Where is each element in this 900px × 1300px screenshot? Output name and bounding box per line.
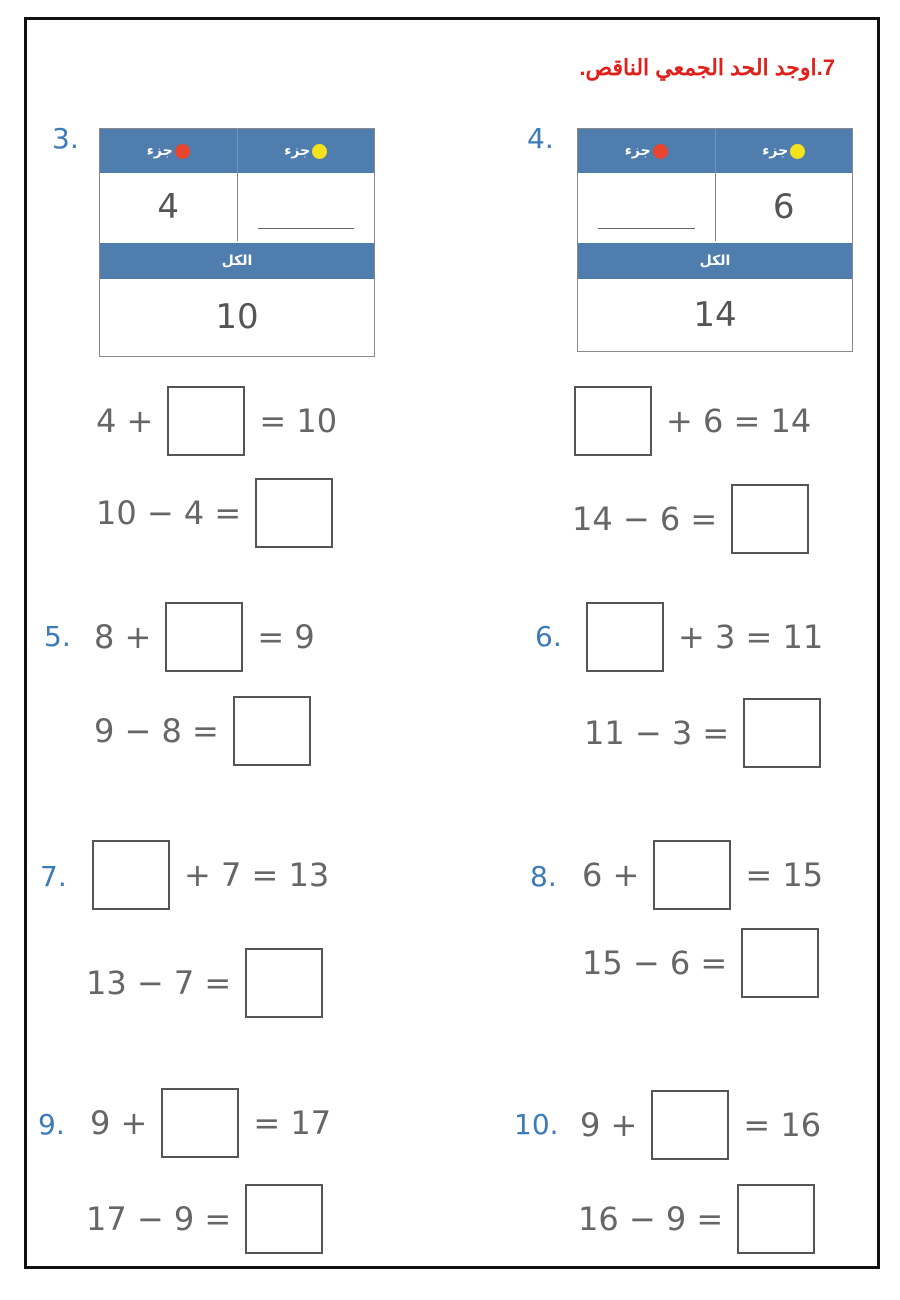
problem-number-9: 9. [38, 1108, 65, 1141]
equation-3-addition [96, 386, 337, 456]
sum: 14 [770, 402, 812, 440]
minuend: 10 [96, 494, 137, 532]
parts-row [578, 173, 852, 241]
problem-number-5: 5. [44, 620, 71, 653]
minuend: 9 [94, 712, 115, 750]
minus-sign: − [628, 1200, 656, 1238]
parts-header [100, 129, 374, 173]
answer-box[interactable] [653, 840, 731, 910]
red-dot-icon [653, 144, 668, 159]
sum: 9 [294, 618, 315, 656]
addend: 9 [90, 1104, 111, 1142]
sum: 13 [288, 856, 330, 894]
answer-box[interactable] [737, 1184, 815, 1254]
subtrahend: 3 [671, 714, 693, 752]
addend: 8 [94, 618, 115, 656]
part-left-blank[interactable] [578, 173, 716, 241]
whole-value: 10 [215, 297, 259, 337]
addend: 4 [96, 402, 117, 440]
part-header-yellow [238, 129, 375, 173]
equation-10-addition [580, 1090, 821, 1160]
equation-7-subtraction [86, 948, 337, 1018]
subtrahend: 9 [665, 1200, 687, 1238]
plus-sign: + [124, 618, 152, 656]
plus-sign: + [612, 856, 640, 894]
part-whole-table-4 [577, 128, 853, 352]
equals-sign: = [745, 856, 773, 894]
part-label: جزء [624, 143, 651, 159]
yellow-dot-icon [790, 144, 805, 159]
problem-number-3: 3. [52, 122, 79, 155]
problem-number-10: 10. [514, 1108, 559, 1141]
answer-box[interactable] [255, 478, 333, 548]
equals-sign: = [700, 944, 728, 982]
equals-sign: = [702, 714, 730, 752]
subtrahend: 9 [173, 1200, 195, 1238]
answer-box[interactable] [233, 696, 311, 766]
minus-sign: − [634, 714, 662, 752]
answer-box[interactable] [743, 698, 821, 768]
answer-box[interactable] [245, 1184, 323, 1254]
part-header-red [578, 129, 716, 173]
equation-10-subtraction [578, 1184, 829, 1254]
minuend: 13 [86, 964, 127, 1002]
plus-sign: + [666, 402, 693, 440]
equation-5-subtraction [94, 696, 325, 766]
part-label: جزء [762, 143, 789, 159]
equals-sign: = [733, 402, 761, 440]
part-label: جزء [146, 143, 173, 159]
answer-box[interactable] [741, 928, 819, 998]
problem-number-6: 6. [535, 620, 562, 653]
equals-sign: = [192, 712, 219, 750]
parts-header [578, 129, 852, 173]
plus-sign: + [184, 856, 211, 894]
answer-box[interactable] [167, 386, 245, 456]
sum: 11 [782, 618, 824, 656]
sum: 16 [780, 1106, 822, 1144]
equals-sign: = [204, 964, 232, 1002]
equals-sign: = [214, 494, 242, 532]
subtrahend: 8 [161, 712, 182, 750]
whole-header: الكل [578, 243, 852, 279]
addend: 7 [220, 856, 242, 894]
equation-8-addition [582, 840, 823, 910]
minus-sign: − [136, 1200, 164, 1238]
minus-sign: − [146, 494, 174, 532]
subtrahend: 7 [173, 964, 195, 1002]
equation-9-subtraction [86, 1184, 337, 1254]
addend: 3 [714, 618, 736, 656]
equation-9-addition [90, 1088, 331, 1158]
answer-box[interactable] [651, 1090, 729, 1160]
sum: 15 [782, 856, 824, 894]
equals-sign: = [251, 856, 279, 894]
answer-box[interactable] [92, 840, 170, 910]
answer-box[interactable] [586, 602, 664, 672]
equation-4-addition [560, 386, 811, 456]
equals-sign: = [257, 618, 285, 656]
equals-sign: = [204, 1200, 232, 1238]
equation-4-subtraction [572, 484, 823, 554]
answer-box[interactable] [731, 484, 809, 554]
subtrahend: 4 [183, 494, 205, 532]
addend: 6 [582, 856, 603, 894]
answer-line [598, 228, 695, 229]
addend: 6 [702, 402, 724, 440]
sum: 10 [296, 402, 338, 440]
equals-sign: = [743, 1106, 771, 1144]
minuend: 15 [582, 944, 623, 982]
equation-7-addition [78, 840, 329, 910]
answer-box[interactable] [245, 948, 323, 1018]
sum: 17 [290, 1104, 332, 1142]
worksheet-title: 7.اوجد الحد الجمعي الناقص. [579, 55, 835, 80]
plus-sign: + [610, 1106, 638, 1144]
equals-sign: = [259, 402, 287, 440]
part-header-yellow [716, 129, 853, 173]
subtrahend: 6 [669, 944, 691, 982]
part-whole-table-3 [99, 128, 375, 357]
minuend: 11 [584, 714, 625, 752]
plus-sign: + [678, 618, 705, 656]
answer-box[interactable] [165, 602, 243, 672]
minuend: 14 [572, 500, 613, 538]
answer-box[interactable] [161, 1088, 239, 1158]
parts-row [100, 173, 374, 241]
part-label: جزء [284, 143, 311, 159]
minus-sign: − [622, 500, 650, 538]
equals-sign: = [696, 1200, 724, 1238]
equation-6-addition [572, 602, 823, 672]
whole-header: الكل [100, 243, 374, 279]
minus-sign: − [124, 712, 152, 750]
problem-number-8: 8. [530, 860, 557, 893]
addend: 9 [580, 1106, 601, 1144]
part-right-blank[interactable] [238, 173, 375, 241]
red-dot-icon [175, 144, 190, 159]
minus-sign: − [632, 944, 660, 982]
answer-line [258, 228, 355, 229]
equation-8-subtraction [582, 928, 833, 998]
minus-sign: − [136, 964, 164, 1002]
problem-number-4: 4. [527, 122, 554, 155]
whole-value: 14 [693, 295, 737, 335]
equals-sign: = [253, 1104, 281, 1142]
answer-box[interactable] [574, 386, 652, 456]
minuend: 17 [86, 1200, 127, 1238]
equation-5-addition [94, 602, 315, 672]
plus-sign: + [126, 402, 154, 440]
equation-6-subtraction [584, 698, 835, 768]
plus-sign: + [120, 1104, 148, 1142]
problem-number-7: 7. [40, 860, 67, 893]
subtrahend: 6 [659, 500, 681, 538]
yellow-dot-icon [312, 144, 327, 159]
part-right-value: 6 [772, 187, 795, 227]
part-header-red [100, 129, 238, 173]
equals-sign: = [690, 500, 718, 538]
minuend: 16 [578, 1200, 619, 1238]
part-left-value: 4 [100, 173, 238, 241]
equation-3-subtraction [96, 478, 347, 548]
equals-sign: = [745, 618, 773, 656]
